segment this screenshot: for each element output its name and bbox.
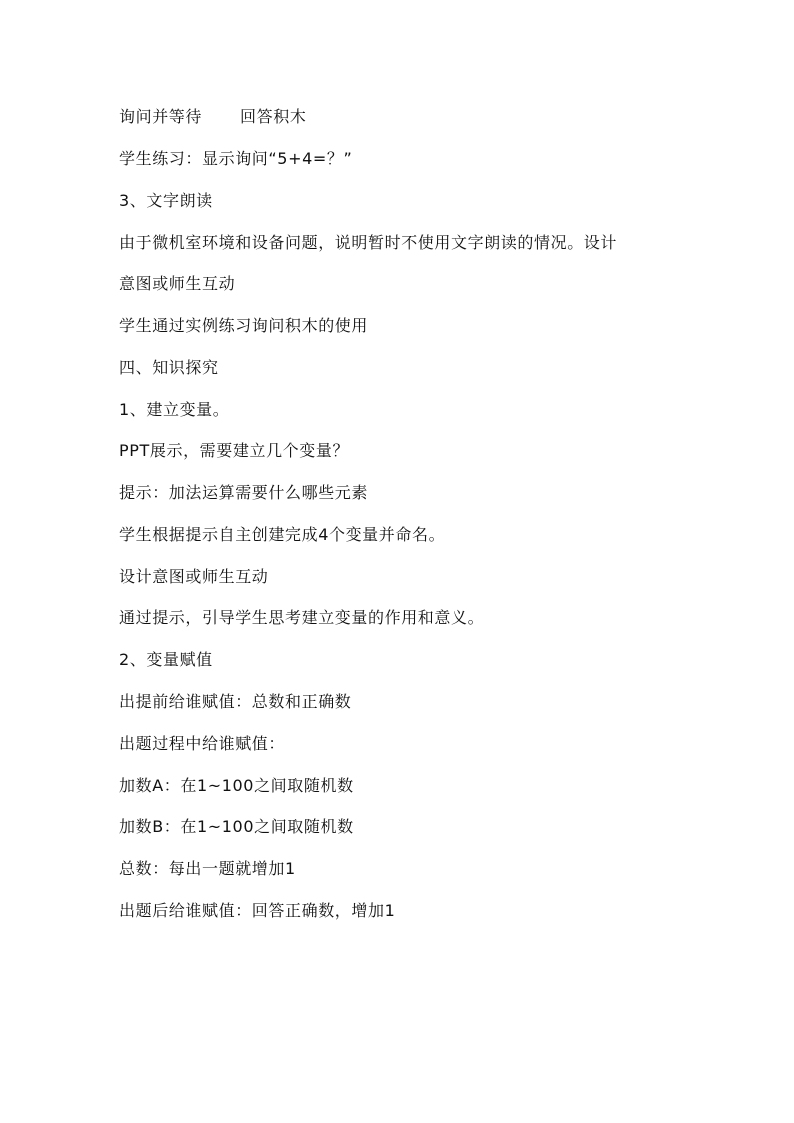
- heading-knowledge-exploration: 四、知识探究: [119, 358, 219, 377]
- text-line-lab-environment: 由于微机室环境和设备问题，说明暂时不使用文字朗读的情况。设计: [119, 233, 618, 252]
- text-line-addend-b: 加数B：在1~100之间取随机数: [119, 817, 354, 836]
- text-line-assign-during: 出题过程中给谁赋值：: [119, 734, 286, 753]
- text-line-ppt-display: PPT展示，需要建立几个变量？: [119, 441, 350, 460]
- text-line-hint: 提示：加法运算需要什么哪些元素: [119, 483, 369, 502]
- text-line-total: 总数：每出一题就增加1: [119, 859, 296, 878]
- text-line-student-create: 学生根据提示自主创建完成4个变量并命名。: [119, 525, 446, 544]
- text-line-ask-and-wait: [119, 107, 306, 127]
- text-line-design-intent-1: 意图或师生互动: [119, 274, 236, 293]
- text-answer-block: 回答积木: [240, 107, 307, 126]
- heading-create-variable: 1、建立变量。: [119, 400, 230, 419]
- text-line-addend-a: 加数A：在1~100之间取随机数: [119, 776, 354, 795]
- text-line-assign-after: 出题后给谁赋值：回答正确数，增加1: [119, 901, 396, 920]
- text-line-design-intent-2: 设计意图或师生互动: [119, 567, 269, 586]
- heading-text-reading: 3、文字朗读: [119, 191, 213, 210]
- heading-variable-assignment: 2、变量赋值: [119, 650, 213, 669]
- text-line-guide-students: 通过提示，引导学生思考建立变量的作用和意义。: [119, 608, 485, 627]
- text-line-student-practice: 学生练习：显示询问“5+4=？”: [119, 149, 353, 168]
- text-ask-and-wait: 询问并等待: [119, 107, 203, 126]
- text-line-assign-before: 出提前给谁赋值：总数和正确数: [119, 692, 352, 711]
- text-line-student-example: 学生通过实例练习询问积木的使用: [119, 316, 369, 335]
